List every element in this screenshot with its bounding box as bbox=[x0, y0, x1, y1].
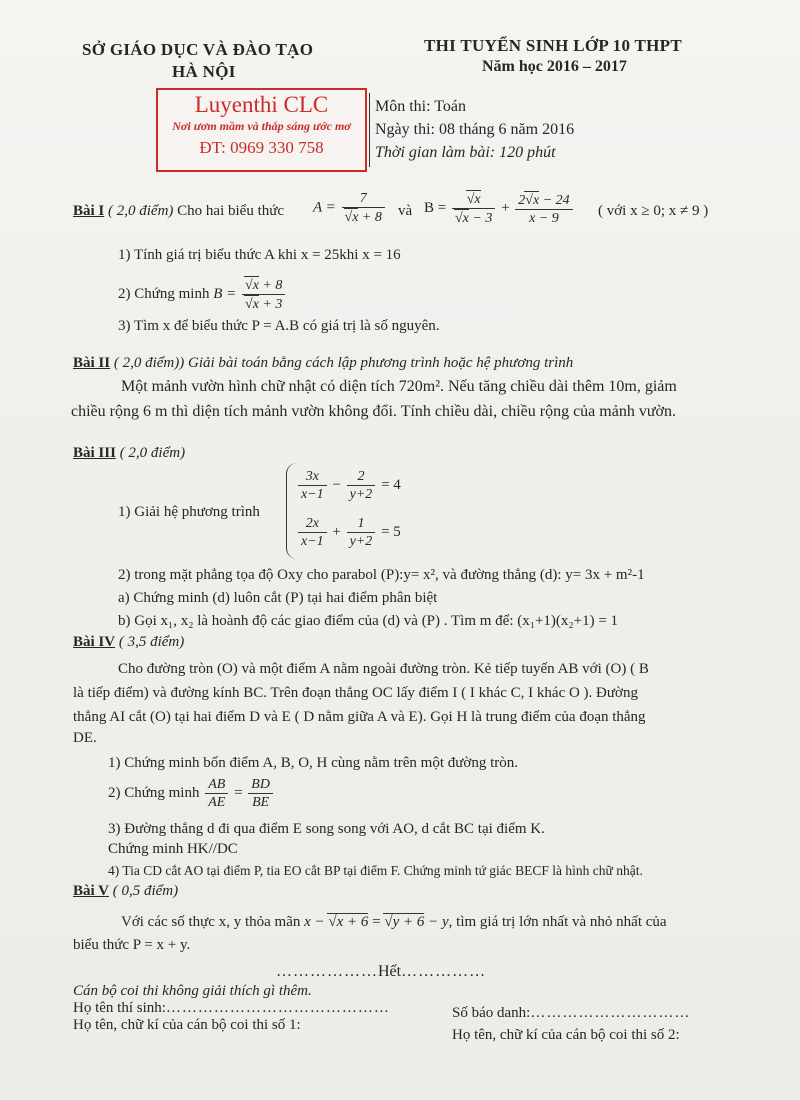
q2-prefix: 2) Chứng minh bbox=[108, 785, 200, 801]
bai4-points: ( 3,5 điểm) bbox=[118, 634, 185, 650]
dotted-leader: …………………………………… bbox=[165, 1000, 390, 1016]
dotted-leader: …………… bbox=[401, 963, 487, 980]
candidate-name-label: Họ tên thí sinh: bbox=[73, 1000, 166, 1016]
fraction-numerator: 2x bbox=[298, 515, 327, 533]
bai1-and: và bbox=[398, 203, 413, 219]
bai2-points: ( 2,0 điểm)) bbox=[113, 355, 185, 371]
sqrt-radicand: √ x bbox=[244, 276, 259, 294]
num-head: 2 bbox=[518, 192, 526, 208]
fraction-numerator bbox=[242, 276, 285, 295]
fraction-denominator: x−1 bbox=[301, 487, 324, 502]
exam-subject: Môn thi: Toán bbox=[375, 98, 467, 115]
bai2-instruction: Giải bài toán bằng cách lập phương trình hoặc hệ phương trình bbox=[188, 355, 574, 371]
dotted-leader: ………………………… bbox=[530, 1005, 691, 1021]
department-city: HÀ NỘI bbox=[172, 62, 236, 81]
bai1-q2 bbox=[118, 276, 287, 313]
school-year: Năm học 2016 – 2017 bbox=[482, 58, 627, 75]
system-eq2 bbox=[296, 515, 401, 550]
sqrt-radicand: √ x bbox=[466, 190, 481, 208]
num-tail: + 8 bbox=[262, 278, 283, 293]
bai2-title: Bài II bbox=[73, 355, 111, 371]
q2-prefix: 2) Chứng minh bbox=[118, 286, 210, 302]
expr-a-label: A = bbox=[313, 199, 336, 216]
bai3-q1: 1) Giải hệ phương trình bbox=[118, 504, 260, 520]
eq1-rhs: = 4 bbox=[381, 477, 401, 493]
bai3-points: ( 2,0 điểm) bbox=[119, 445, 186, 461]
fraction-denominator: AE bbox=[208, 795, 226, 810]
proctor2-field: Họ tên, chữ kí của cán bộ coi thi số 2: bbox=[452, 1027, 680, 1043]
q2-right-fraction bbox=[248, 776, 273, 811]
eq1-frac-a bbox=[298, 468, 327, 503]
candidate-number-label: Số báo danh: bbox=[452, 1005, 531, 1021]
brand-stamp bbox=[156, 88, 367, 172]
fraction-numerator: BD bbox=[248, 776, 273, 794]
fraction-denominator bbox=[452, 209, 495, 227]
system-eq1 bbox=[296, 468, 401, 503]
eq1-frac-b bbox=[347, 468, 376, 503]
q2-left-fraction bbox=[205, 776, 228, 811]
brand-name: Luyenthi CLC bbox=[194, 92, 329, 117]
bai4-line3: thẳng AI cắt (O) tại hai điểm D và E ( D nằm giữa A và E). Gọi H là trung điểm của đoạn thẳng bbox=[73, 709, 646, 725]
plus-sign: + bbox=[501, 200, 510, 216]
bai1-heading bbox=[73, 203, 284, 220]
fraction-numerator: 2 bbox=[347, 468, 376, 486]
fraction-numerator bbox=[515, 191, 572, 210]
sqrt-radicand: √ x bbox=[454, 209, 469, 227]
candidate-number-field bbox=[452, 1005, 690, 1022]
bai4-q3: 3) Đường thẳng d đi qua điểm E song song với AO, d cắt BC tại điểm K. bbox=[108, 821, 545, 837]
sqrt-radicand: √ y + 6 bbox=[383, 913, 424, 931]
end-label: Hết bbox=[378, 963, 402, 980]
proctor-note: Cán bộ coi thi không giải thích gì thêm. bbox=[73, 983, 312, 999]
bai1-title: Bài I bbox=[73, 203, 105, 219]
fraction-denominator: x − 9 bbox=[529, 210, 559, 226]
expr-a-fraction bbox=[342, 190, 385, 226]
bai3-q2: 2) trong mặt phẳng tọa độ Oxy cho parabol (P):y= x², và đường thẳng (d): y= 3x + m²-1 bbox=[118, 567, 645, 583]
end-marker bbox=[276, 963, 486, 981]
fraction-denominator: x−1 bbox=[301, 534, 324, 549]
bai2-heading bbox=[73, 355, 573, 372]
fraction-numerator: AB bbox=[205, 776, 228, 794]
bai1-expr-a bbox=[313, 190, 387, 226]
dotted-leader: ……………… bbox=[276, 963, 378, 980]
bai3-q2a: a) Chứng minh (d) luôn cắt (P) tại hai điểm phân biệt bbox=[118, 590, 438, 606]
exam-date: Ngày thi: 08 tháng 6 năm 2016 bbox=[375, 121, 575, 138]
equals-sign: = bbox=[234, 785, 243, 801]
candidate-name-field bbox=[73, 1000, 390, 1017]
bai4-heading bbox=[73, 634, 184, 651]
sqrt-radicand: √ x bbox=[244, 295, 259, 313]
sqrt-radicand: √ x + 6 bbox=[327, 913, 368, 931]
bai2-line2: chiều rộng 6 m thì diện tích mảnh vườn không đổi. Tính chiều dài, chiều rộng của mảnh vườn. bbox=[71, 403, 676, 420]
bai4-q3b: Chứng minh HK//DC bbox=[108, 841, 238, 857]
bai2-line1: Một mảnh vườn hình chữ nhật có diện tích 720m². Nếu tăng chiều dài thêm 10m, giảm bbox=[121, 378, 677, 395]
bai4-line4: DE. bbox=[73, 730, 97, 746]
fraction-denominator bbox=[242, 295, 285, 313]
expr-b-label: B = bbox=[424, 200, 447, 216]
bai4-q2 bbox=[108, 776, 275, 811]
sqrt-radicand: √ x bbox=[524, 191, 539, 209]
proctor1-field: Họ tên, chữ kí của cán bộ coi thi số 1: bbox=[73, 1017, 301, 1033]
bai1-intro: Cho hai biểu thức bbox=[177, 203, 285, 219]
fraction-denominator bbox=[342, 208, 385, 226]
expr-b-fraction-2 bbox=[515, 191, 572, 227]
fraction-numerator: 7 bbox=[342, 190, 385, 208]
eq2-rhs: = 5 bbox=[381, 524, 401, 540]
bai1-q1: 1) Tính giá trị biểu thức A khi x = 25khi x = 16 bbox=[118, 247, 401, 263]
bai1-points: ( 2,0 điểm) bbox=[108, 203, 174, 219]
bai3-heading bbox=[73, 445, 185, 462]
fraction-numerator: 1 bbox=[347, 515, 376, 533]
eq-tail: − y bbox=[428, 914, 449, 930]
bai5-title: Bài V bbox=[73, 883, 109, 899]
department-name: SỞ GIÁO DỤC VÀ ĐÀO TẠO bbox=[82, 40, 314, 59]
bai3-q2b: b) Gọi x₁, x₂ là hoành độ các giao điểm của (d) và (P) . Tìm m để: (x₁+1)(x₂+1) = 1 bbox=[118, 613, 619, 629]
eq2-operator: + bbox=[332, 524, 341, 540]
expr-b-fraction-1 bbox=[452, 190, 495, 227]
q2-lhs: B = bbox=[213, 286, 237, 302]
bai4-line1: Cho đường tròn (O) và một điểm A nằm ngoài đường tròn. Kẻ tiếp tuyến AB với (O) ( B bbox=[118, 661, 649, 677]
eq2-frac-a bbox=[298, 515, 327, 550]
eq-head: x − bbox=[304, 914, 325, 930]
fraction-denominator: y+2 bbox=[349, 534, 373, 549]
den-tail: − 3 bbox=[472, 211, 493, 226]
brand-phone: ĐT: 0969 330 758 bbox=[199, 138, 324, 157]
bai3-title: Bài III bbox=[73, 445, 116, 461]
bai5-line1 bbox=[121, 913, 667, 931]
equals-sign: = bbox=[372, 914, 381, 930]
bai4-q1: 1) Chứng minh bốn điểm A, B, O, H cùng nằm trên một đường tròn. bbox=[108, 755, 518, 771]
num-tail: − 24 bbox=[542, 192, 570, 208]
fraction-numerator bbox=[452, 190, 495, 209]
bai4-line2: là tiếp điểm) và đường kính BC. Trên đoạn thẳng OC lấy điểm I ( I khác C, I khác O ). Đường bbox=[73, 685, 638, 701]
bai4-title: Bài IV bbox=[73, 634, 116, 650]
line1-prefix: Với các số thực x, y thỏa mãn bbox=[121, 914, 301, 930]
bai1-expr-b bbox=[424, 190, 575, 227]
bai5-line2: biểu thức P = x + y. bbox=[73, 937, 191, 953]
bai5-points: ( 0,5 điểm) bbox=[112, 883, 179, 899]
bai1-condition: ( với x ≥ 0; x ≠ 9 ) bbox=[598, 203, 709, 219]
bai4-q4: 4) Tia CD cắt AO tại điểm P, tia EO cắt BP tại điểm F. Chứng minh tứ giác BECF là hình chữ nhật. bbox=[108, 863, 643, 878]
q2-fraction bbox=[242, 276, 285, 313]
brand-slogan: Nơi ươm mầm và thắp sáng ước mơ bbox=[172, 119, 351, 133]
eq1-operator: − bbox=[332, 477, 341, 493]
fraction-denominator: BE bbox=[252, 795, 270, 810]
den-tail: + 3 bbox=[262, 297, 283, 312]
bai1-q3: 3) Tìm x để biểu thức P = A.B có giá trị là số nguyên. bbox=[118, 318, 440, 334]
exam-title: THI TUYỂN SINH LỚP 10 THPT bbox=[424, 36, 682, 55]
line1-suffix: , tìm giá trị lớn nhất và nhỏ nhất của bbox=[448, 914, 667, 930]
bai5-heading bbox=[73, 883, 178, 900]
exam-duration: Thời gian làm bài: 120 phút bbox=[375, 144, 556, 161]
eq2-frac-b bbox=[347, 515, 376, 550]
sqrt-radicand: √ x bbox=[344, 208, 359, 226]
fraction-denominator: y+2 bbox=[349, 487, 373, 502]
den-tail: + 8 bbox=[361, 210, 382, 225]
fraction-numerator: 3x bbox=[298, 468, 327, 486]
